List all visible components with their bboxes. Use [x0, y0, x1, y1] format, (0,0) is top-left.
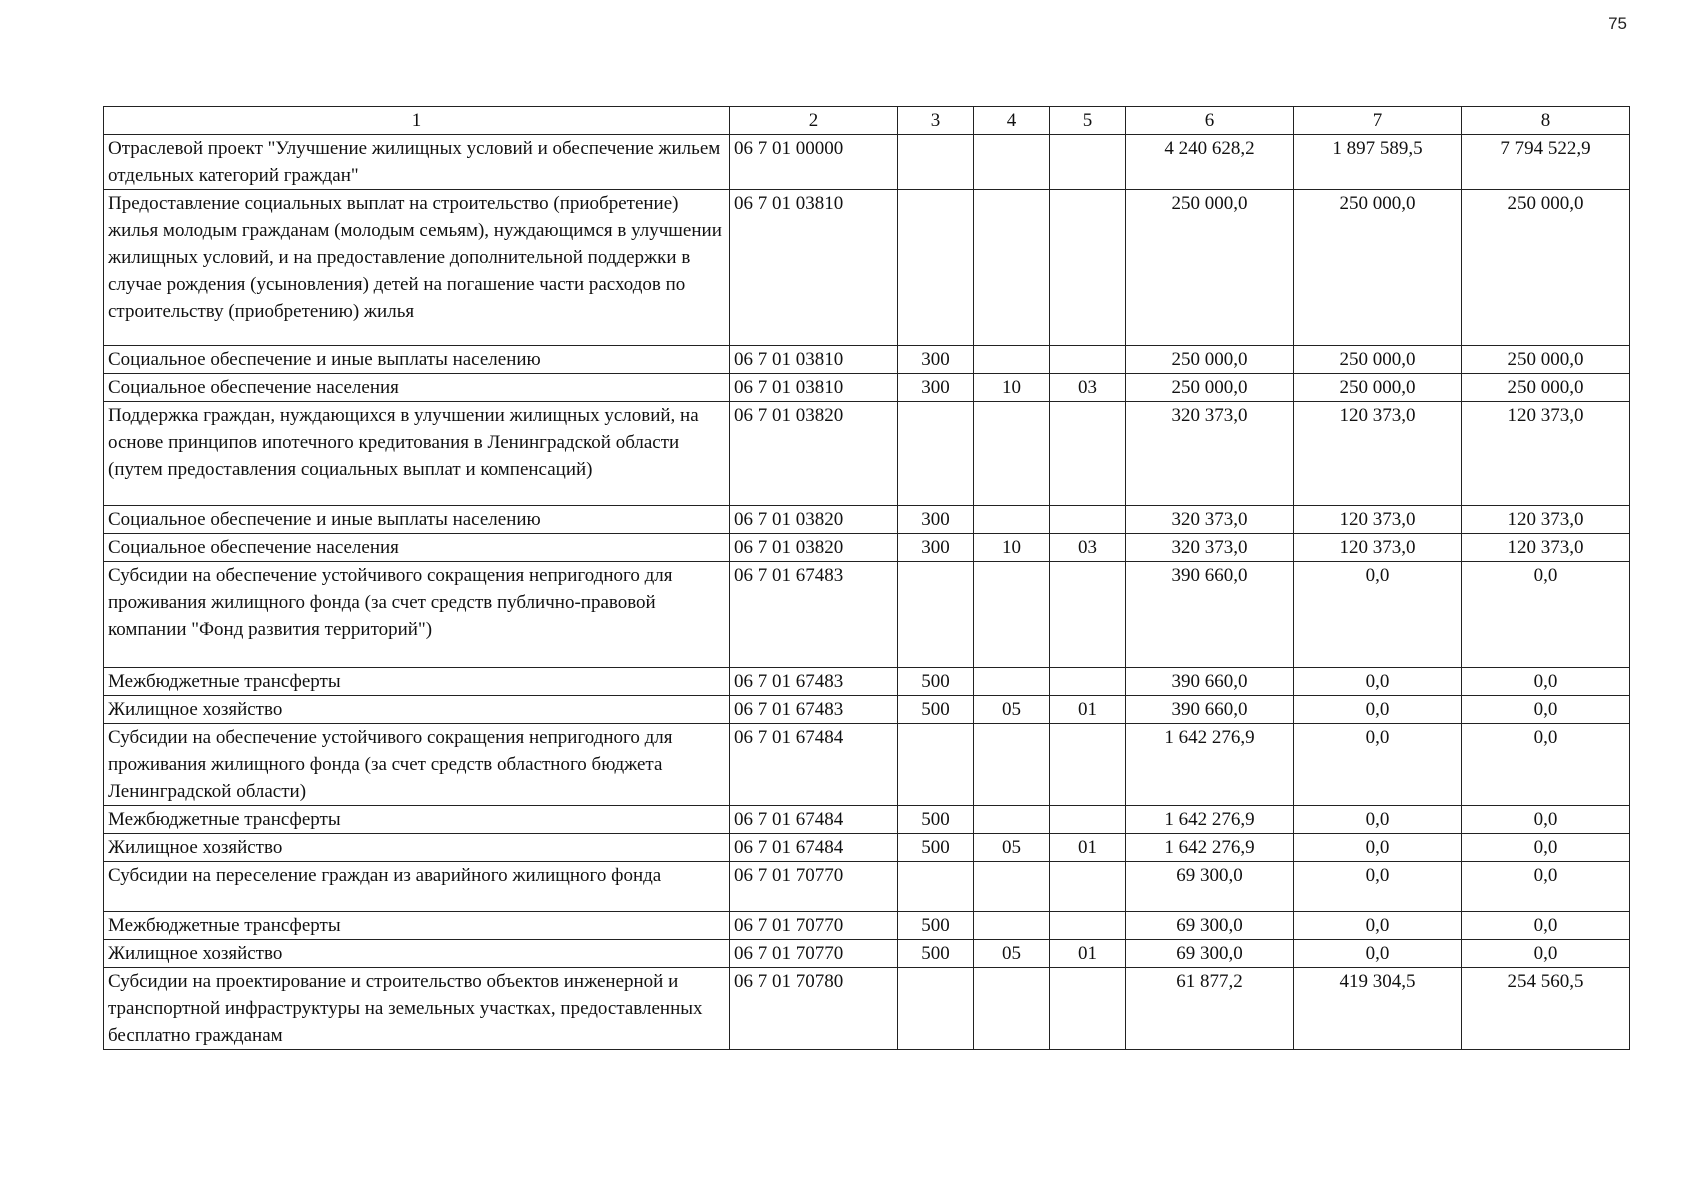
cell-col5 — [1050, 724, 1126, 806]
cell-col4 — [974, 190, 1050, 346]
cell-name: Поддержка граждан, нуждающихся в улучшении жилищных условий, на основе принципов ипотечного кредитования в Ленинградской области (путем предоставления социальных выплат и компенсаций) — [104, 402, 730, 506]
cell-col6: 320 373,0 — [1126, 534, 1294, 562]
cell-col5: 03 — [1050, 374, 1126, 402]
cell-code: 06 7 01 03810 — [730, 374, 898, 402]
cell-col4 — [974, 968, 1050, 1050]
cell-col8: 120 373,0 — [1462, 506, 1630, 534]
cell-col5 — [1050, 190, 1126, 346]
cell-col6: 320 373,0 — [1126, 402, 1294, 506]
cell-name: Социальное обеспечение населения — [104, 534, 730, 562]
cell-col7: 250 000,0 — [1294, 374, 1462, 402]
cell-col5 — [1050, 506, 1126, 534]
cell-col3: 500 — [898, 834, 974, 862]
cell-col3: 300 — [898, 506, 974, 534]
cell-col4 — [974, 346, 1050, 374]
cell-col7: 0,0 — [1294, 834, 1462, 862]
cell-col7: 250 000,0 — [1294, 346, 1462, 374]
column-header: 2 — [730, 107, 898, 135]
cell-col7: 120 373,0 — [1294, 506, 1462, 534]
cell-name: Социальное обеспечение населения — [104, 374, 730, 402]
table-row — [104, 806, 1630, 834]
table-row — [104, 940, 1630, 968]
cell-name: Межбюджетные трансферты — [104, 912, 730, 940]
table-row — [104, 346, 1630, 374]
cell-col6: 69 300,0 — [1126, 862, 1294, 912]
cell-code: 06 7 01 67484 — [730, 834, 898, 862]
cell-col6: 320 373,0 — [1126, 506, 1294, 534]
cell-name: Жилищное хозяйство — [104, 940, 730, 968]
cell-col5 — [1050, 862, 1126, 912]
cell-col7: 250 000,0 — [1294, 190, 1462, 346]
cell-col7: 0,0 — [1294, 562, 1462, 668]
cell-col5 — [1050, 135, 1126, 190]
cell-col3: 500 — [898, 668, 974, 696]
cell-col8: 0,0 — [1462, 696, 1630, 724]
cell-col5: 01 — [1050, 834, 1126, 862]
cell-col4: 05 — [974, 834, 1050, 862]
table-row — [104, 135, 1630, 190]
cell-col4 — [974, 402, 1050, 506]
table-row — [104, 834, 1630, 862]
cell-code: 06 7 01 67483 — [730, 668, 898, 696]
cell-col5 — [1050, 562, 1126, 668]
cell-name: Жилищное хозяйство — [104, 834, 730, 862]
table-row — [104, 402, 1630, 506]
cell-name: Предоставление социальных выплат на строительство (приобретение) жилья молодым гражданам (молодым семьям), нуждающимся в улучшении жилищных условий, и на предоставление дополнительной поддержки в случае рождения (усыновления) детей на погашение части расходов по строительству (приобретению) жилья — [104, 190, 730, 346]
cell-col7: 120 373,0 — [1294, 534, 1462, 562]
cell-col6: 4 240 628,2 — [1126, 135, 1294, 190]
cell-name: Субсидии на обеспечение устойчивого сокращения непригодного для проживания жилищного фонда (за счет средств публично-правовой компании "Фонд развития территорий") — [104, 562, 730, 668]
cell-col3 — [898, 724, 974, 806]
cell-col7: 419 304,5 — [1294, 968, 1462, 1050]
cell-code: 06 7 01 03820 — [730, 402, 898, 506]
table-row — [104, 534, 1630, 562]
cell-col8: 120 373,0 — [1462, 402, 1630, 506]
cell-col6: 250 000,0 — [1126, 346, 1294, 374]
column-header: 8 — [1462, 107, 1630, 135]
cell-col6: 250 000,0 — [1126, 374, 1294, 402]
column-header: 7 — [1294, 107, 1462, 135]
cell-col5 — [1050, 346, 1126, 374]
cell-code: 06 7 01 67483 — [730, 562, 898, 668]
cell-code: 06 7 01 70780 — [730, 968, 898, 1050]
cell-col5 — [1050, 912, 1126, 940]
cell-col3: 500 — [898, 912, 974, 940]
cell-col4: 10 — [974, 374, 1050, 402]
cell-col4 — [974, 912, 1050, 940]
cell-col4 — [974, 806, 1050, 834]
table-row — [104, 562, 1630, 668]
table-row — [104, 506, 1630, 534]
cell-name: Социальное обеспечение и иные выплаты населению — [104, 506, 730, 534]
column-header: 4 — [974, 107, 1050, 135]
cell-col8: 250 000,0 — [1462, 346, 1630, 374]
cell-col4 — [974, 668, 1050, 696]
cell-col6: 1 642 276,9 — [1126, 806, 1294, 834]
cell-col6: 250 000,0 — [1126, 190, 1294, 346]
cell-col4 — [974, 724, 1050, 806]
cell-col3: 300 — [898, 346, 974, 374]
cell-name: Отраслевой проект "Улучшение жилищных условий и обеспечение жильем отдельных категорий граждан" — [104, 135, 730, 190]
table-body — [104, 135, 1630, 1050]
cell-col3: 500 — [898, 696, 974, 724]
cell-code: 06 7 01 03820 — [730, 534, 898, 562]
table-row — [104, 374, 1630, 402]
cell-col3 — [898, 402, 974, 506]
cell-col8: 0,0 — [1462, 912, 1630, 940]
table-row — [104, 724, 1630, 806]
table-row — [104, 862, 1630, 912]
cell-col8: 0,0 — [1462, 668, 1630, 696]
cell-code: 06 7 01 00000 — [730, 135, 898, 190]
table-row — [104, 968, 1630, 1050]
column-header: 5 — [1050, 107, 1126, 135]
table-row — [104, 912, 1630, 940]
cell-name: Социальное обеспечение и иные выплаты населению — [104, 346, 730, 374]
cell-code: 06 7 01 03810 — [730, 190, 898, 346]
cell-col7: 0,0 — [1294, 806, 1462, 834]
cell-col7: 0,0 — [1294, 912, 1462, 940]
table-row — [104, 696, 1630, 724]
cell-code: 06 7 01 70770 — [730, 912, 898, 940]
cell-col6: 61 877,2 — [1126, 968, 1294, 1050]
cell-col8: 254 560,5 — [1462, 968, 1630, 1050]
budget-table — [103, 106, 1630, 1050]
cell-col7: 0,0 — [1294, 862, 1462, 912]
cell-col7: 0,0 — [1294, 696, 1462, 724]
cell-col3 — [898, 968, 974, 1050]
cell-col4 — [974, 562, 1050, 668]
cell-col8: 7 794 522,9 — [1462, 135, 1630, 190]
cell-code: 06 7 01 67484 — [730, 806, 898, 834]
cell-col5 — [1050, 806, 1126, 834]
cell-col8: 250 000,0 — [1462, 190, 1630, 346]
column-header: 6 — [1126, 107, 1294, 135]
cell-col8: 250 000,0 — [1462, 374, 1630, 402]
cell-code: 06 7 01 03810 — [730, 346, 898, 374]
cell-col7: 1 897 589,5 — [1294, 135, 1462, 190]
cell-col4 — [974, 135, 1050, 190]
cell-col6: 390 660,0 — [1126, 668, 1294, 696]
cell-col3 — [898, 135, 974, 190]
cell-col8: 0,0 — [1462, 806, 1630, 834]
cell-col5: 01 — [1050, 696, 1126, 724]
cell-col3 — [898, 862, 974, 912]
cell-col7: 120 373,0 — [1294, 402, 1462, 506]
cell-col7: 0,0 — [1294, 724, 1462, 806]
cell-col3 — [898, 562, 974, 668]
cell-code: 06 7 01 67484 — [730, 724, 898, 806]
cell-code: 06 7 01 70770 — [730, 940, 898, 968]
cell-col6: 390 660,0 — [1126, 562, 1294, 668]
table-row — [104, 190, 1630, 346]
cell-col3 — [898, 190, 974, 346]
cell-col5: 01 — [1050, 940, 1126, 968]
cell-col6: 390 660,0 — [1126, 696, 1294, 724]
cell-col7: 0,0 — [1294, 668, 1462, 696]
cell-name: Межбюджетные трансферты — [104, 806, 730, 834]
cell-code: 06 7 01 70770 — [730, 862, 898, 912]
cell-col3: 300 — [898, 534, 974, 562]
cell-col8: 0,0 — [1462, 940, 1630, 968]
cell-col5 — [1050, 402, 1126, 506]
cell-col5 — [1050, 668, 1126, 696]
column-header: 3 — [898, 107, 974, 135]
cell-col8: 0,0 — [1462, 562, 1630, 668]
column-header: 1 — [104, 107, 730, 135]
cell-col4 — [974, 862, 1050, 912]
cell-name: Межбюджетные трансферты — [104, 668, 730, 696]
cell-col7: 0,0 — [1294, 940, 1462, 968]
cell-name: Субсидии на проектирование и строительство объектов инженерной и транспортной инфраструктуры на земельных участках, предоставленных бесплатно гражданам — [104, 968, 730, 1050]
cell-col6: 1 642 276,9 — [1126, 724, 1294, 806]
cell-col8: 120 373,0 — [1462, 534, 1630, 562]
cell-col4: 05 — [974, 940, 1050, 968]
cell-name: Субсидии на обеспечение устойчивого сокращения непригодного для проживания жилищного фонда (за счет средств областного бюджета Ленинградской области) — [104, 724, 730, 806]
page-number: 75 — [1608, 14, 1627, 33]
cell-col8: 0,0 — [1462, 834, 1630, 862]
cell-col3: 500 — [898, 940, 974, 968]
cell-col5: 03 — [1050, 534, 1126, 562]
cell-col6: 69 300,0 — [1126, 940, 1294, 968]
cell-col3: 500 — [898, 806, 974, 834]
cell-name: Жилищное хозяйство — [104, 696, 730, 724]
cell-col6: 1 642 276,9 — [1126, 834, 1294, 862]
cell-col4: 10 — [974, 534, 1050, 562]
cell-code: 06 7 01 67483 — [730, 696, 898, 724]
cell-col6: 69 300,0 — [1126, 912, 1294, 940]
cell-col4: 05 — [974, 696, 1050, 724]
header-row — [104, 107, 1630, 135]
cell-col4 — [974, 506, 1050, 534]
cell-col3: 300 — [898, 374, 974, 402]
cell-code: 06 7 01 03820 — [730, 506, 898, 534]
table-row — [104, 668, 1630, 696]
cell-col8: 0,0 — [1462, 862, 1630, 912]
cell-col5 — [1050, 968, 1126, 1050]
cell-name: Субсидии на переселение граждан из аварийного жилищного фонда — [104, 862, 730, 912]
cell-col8: 0,0 — [1462, 724, 1630, 806]
